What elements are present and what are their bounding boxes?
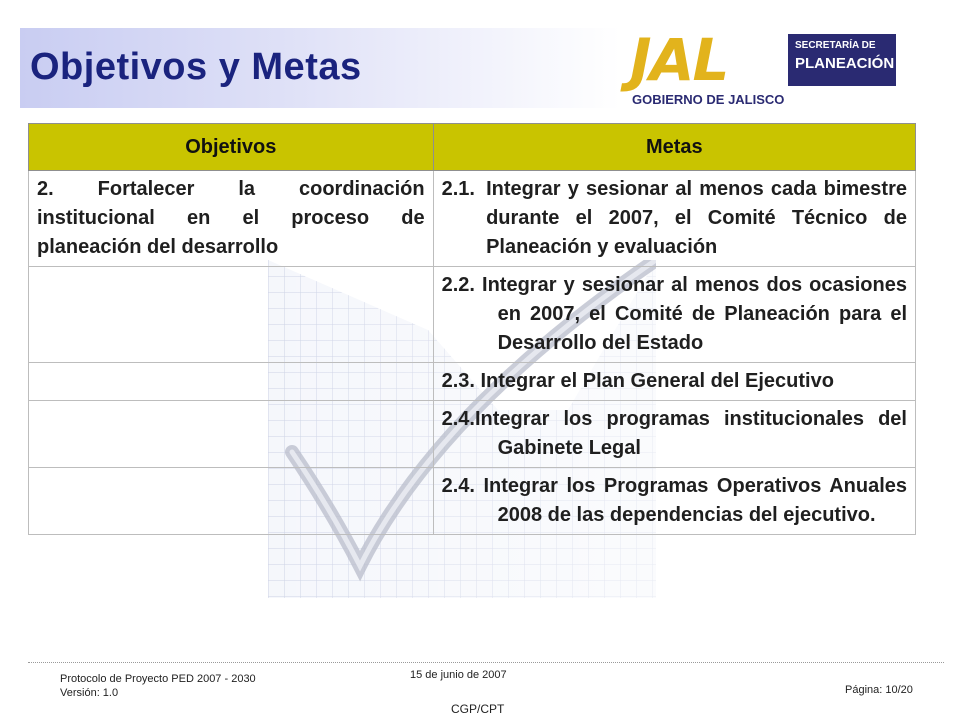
logo-line2: PLANEACIÓN: [795, 55, 895, 72]
goal-text: 2.2. Integrar y sesionar al menos dos ocasiones en 2007, el Comité de Planeación para el Desarrollo del Estado: [441, 274, 907, 354]
objectives-table: [28, 123, 916, 535]
page-title: Objetivos y Metas: [30, 46, 362, 88]
table-row: [29, 468, 916, 535]
footer-version: Versión: 1.0: [60, 687, 119, 699]
goal-item: [442, 175, 907, 262]
objective-cell-empty: [29, 468, 434, 535]
table-header-row: [29, 124, 916, 171]
objective-cell-empty: [29, 267, 434, 363]
logo-line1: SECRETARÍA DE: [795, 40, 876, 51]
goal-cell: [433, 171, 915, 267]
title-bar: [20, 28, 620, 108]
footer-protocol: Protocolo de Proyecto PED 2007 - 2030: [60, 673, 256, 685]
goal-number: 2.1.: [441, 178, 487, 200]
table-row: [29, 267, 916, 363]
table-row: [29, 401, 916, 468]
footer-page: Página: 10/20: [845, 684, 913, 696]
header-objetivos: Objetivos: [29, 124, 434, 171]
goal-cell: [433, 468, 915, 535]
footer-org: CGP/CPT: [451, 702, 505, 716]
table-row: [29, 363, 916, 401]
goal-text: Integrar y sesionar al menos cada bimestre durante el 2007, el Comité Técnico de Planeación y evaluación: [486, 178, 907, 258]
logo-brand: JAL: [630, 26, 728, 94]
table-row: [29, 171, 916, 267]
objective-cell-empty: [29, 401, 434, 468]
goal-cell: [433, 363, 915, 401]
header-metas: Metas: [433, 124, 915, 171]
objective-cell-empty: [29, 363, 434, 401]
objective-cell: 2. Fortalecer la coordinación institucional en el proceso de planeación del desarrollo: [29, 171, 434, 267]
footer-divider: [28, 662, 944, 663]
goal-text: 2.4. Integrar los Programas Operativos Anuales 2008 de las dependencias del ejecutivo.: [441, 475, 907, 526]
footer-date: 15 de junio de 2007: [410, 669, 507, 681]
jalisco-logo: [630, 22, 930, 114]
goal-cell: [433, 267, 915, 363]
logo-line3: GOBIERNO DE JALISCO: [632, 92, 785, 107]
goal-cell: [433, 401, 915, 468]
goal-text: 2.4.Integrar los programas institucionales del Gabinete Legal: [441, 408, 907, 459]
goal-text: 2.3. Integrar el Plan General del Ejecutivo: [441, 370, 834, 392]
